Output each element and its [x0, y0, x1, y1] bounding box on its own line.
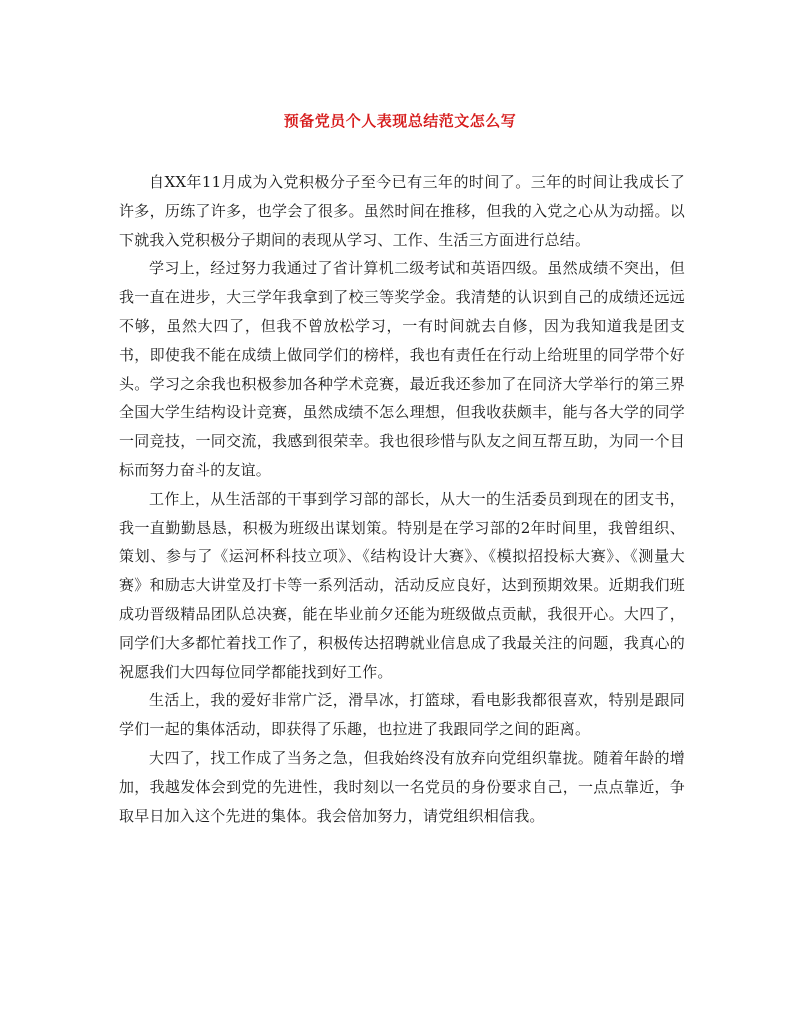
document-body: [119, 168, 685, 830]
document-title: 预备党员个人表现总结范文怎么写: [283, 112, 517, 130]
paragraph-work: 工作上，从生活部的干事到学习部的部长，从大一的生活委员到现在的团支书，我一直勤勤恳恳，积极为班级出谋划策。特别是在学习部的2年时间里，我曾组织、策划、参与了《运河杯科技立项》、《结构设计大赛》、《模拟招投标大赛》、《测量大赛》和励志大讲堂及打卡等一系列活动，活动反应良好，达到预期效果。近期我们班成功晋级精品团队总决赛，能在毕业前夕还能为班级做点贡献，我很开心。大四了，同学们大多都忙着找工作了，积极传达招聘就业信息成了我最关注的问题，我真心的祝愿我们大四每位同学都能找到好工作。: [119, 489, 685, 681]
paragraph-intro: 自XX年11月成为入党积极分子至今已有三年的时间了。三年的时间让我成长了许多，历练了许多，也学会了很多。虽然时间在推移，但我的入党之心从为动摇。以下就我入党积极分子期间的表现从学习、工作、生活三方面进行总结。: [119, 173, 685, 249]
paragraph-study: 学习上，经过努力我通过了省计算机二级考试和英语四级。虽然成绩不突出，但我一直在进步，大三学年我拿到了校三等奖学金。我清楚的认识到自己的成绩还远远不够，虽然大四了，但我不曾放松学习，一有时间就去自修，因为我知道我是团支书，即使我不能在成绩上做同学们的榜样，我也有责任在行动上给班里的同学带个好头。学习之余我也积极参加各种学术竞赛，最近我还参加了在同济大学举行的第三界全国大学生结构设计竞赛，虽然成绩不怎么理想，但我收获颇丰，能与各大学的同学一同竞技，一同交流，我感到很荣幸。我也很珍惜与队友之间互帮互助，为同一个目标而努力奋斗的友谊。: [119, 259, 685, 479]
paragraph-life: 生活上，我的爱好非常广泛，滑旱冰，打篮球，看电影我都很喜欢，特别是跟同学们一起的集体活动，即获得了乐趣，也拉进了我跟同学之间的距离。: [119, 691, 685, 739]
paragraph-conclusion: 大四了，找工作成了当务之急，但我始终没有放弃向党组织靠拢。随着年龄的增加，我越发体会到党的先进性，我时刻以一名党员的身份要求自己，一点点靠近，争取早日加入这个先进的集体。我会倍加努力，请党组织相信我。: [119, 748, 685, 825]
